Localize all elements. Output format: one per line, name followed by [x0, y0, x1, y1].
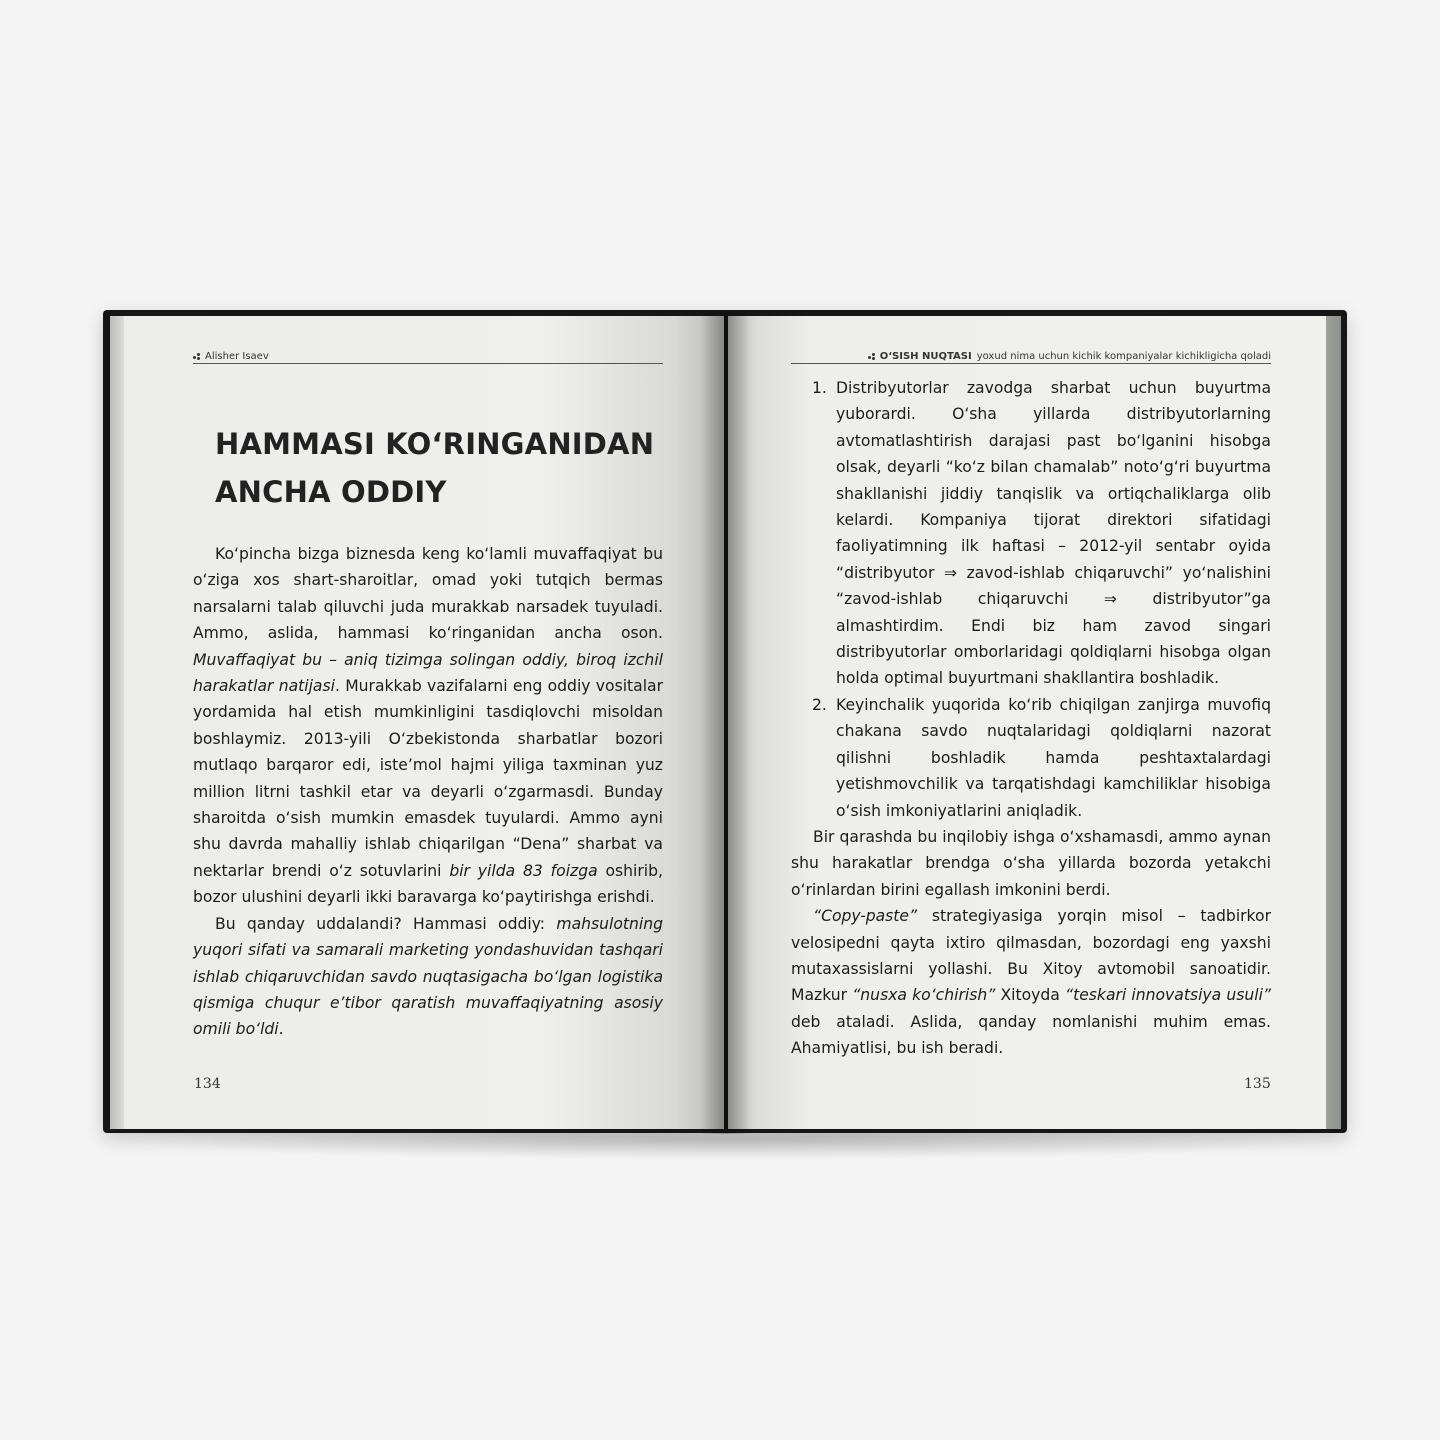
text-run: Xitoyda	[995, 986, 1065, 1005]
paragraph	[193, 541, 663, 911]
text-run: strategiyasiga yorqin misol – tadbirkor velosipedni qayta ixtiro qilmasdan, bozordagi eng yaxshi mutaxassislarni yollashi. Bu Xitoy avtomobil sanoatidir. Mazkur	[791, 907, 1271, 1005]
italic-run: mahsulotning yuqori sifati va samarali marketing yondashuvidan tashqari ishlab chiqaruvchidan savdo nuqtasigacha bo‘lgan logistika qismiga chuqur e’tibor qaratish muvaffaqiyatning asosiy omili bo‘ldi	[193, 914, 663, 1039]
logo-dots-icon	[193, 353, 201, 360]
list-item-text: Distribyutorlar zavodga sharbat uchun buyurtma yuborardi. O‘sha yillarda distribyutorlarning avtomatlashtirish darajasi past bo‘lganini hisobga olsak, deyarli “ko‘z bilan chamalab” noto‘g‘ri buyurtma shakllanishi jiddiy tanqislik va ortiqchaliklarga olib kelardi. Kompaniya tijorat direktori sifatidagi faoliyatimning ilk haftasi – 2012-yil sentabr oyida “distribyutor ⇒ zavod-ishlab chiqaruvchi” yo‘nalishini “zavod-ishlab chiqaruvchi ⇒ distribyutor”ga almashtirdim. Endi biz ham zavod singari distribyutorlar omborlaridagi qoldiqlarni hisobga olgan holda optimal buyurtmani shakllantira boshladik.	[836, 379, 1271, 688]
left-body-text	[193, 541, 663, 1043]
right-running-head	[791, 350, 1271, 364]
italic-run: “Copy-paste”	[813, 907, 918, 926]
paragraph	[791, 903, 1271, 1061]
text-run: oshirib, bozor ulushini deyarli ikki baravarga ko‘paytirishga erishdi.	[193, 861, 663, 907]
list-item	[791, 375, 1271, 692]
right-page-number: 135	[1244, 1076, 1271, 1092]
text-run: . Murakkab vazifalarni eng oddiy vositalar yordamida hal etish mumkinligini tasdiqlovchi misoldan boshlaymiz. 2013-yili O‘zbekistonda sharbatlar bozori mutlaqo barqaror edi, iste’mol hajmi yiliga taxminan yuz million litrni tashkil etar va deyarli o‘zgarmasdi. Bunday sharoitda o‘sish mumkin emasdek tuyulardi. Ammo ayni shu davrda mahalliy ishlab chiqarilgan “Dena” sharbat va nektarlar brendi o‘z sotuvlarini	[193, 677, 663, 880]
book-title: O‘SISH NUQTASI	[879, 351, 972, 362]
list-number: 2.	[812, 695, 827, 714]
right-body-text	[791, 375, 1271, 1062]
list-number: 1.	[812, 379, 827, 397]
book-subtitle: yoxud nima uchun kichik kompaniyalar kichikligicha qoladi	[976, 351, 1271, 362]
chapter-title-line1: HAMMASI KO‘RINGANIDAN	[215, 427, 655, 461]
author-name: Alisher Isaev	[205, 351, 269, 362]
chapter-title-line2: ANCHA ODDIY	[215, 475, 447, 509]
italic-run: “teskari innovatsiya usuli”	[1065, 986, 1271, 1005]
text-run: Ko‘pincha bizga biznesda keng ko‘lamli muvaffaqiyat bu o‘ziga xos shart-sharoitlar, omad yoki tutqich bermas narsalarni talab qiluvchi juda murakkab narsadek tuyuladi. Ammo, aslida, hammasi ko‘ringanidan ancha oson.	[193, 545, 663, 643]
text-run: deb ataladi. Aslida, qanday nomlanishi muhim emas. Ahamiyatlisi, bu ish beradi.	[791, 1012, 1271, 1058]
list-item	[791, 692, 1271, 824]
paragraph	[193, 911, 663, 1043]
left-page-number: 134	[194, 1076, 221, 1092]
italic-run: bir yilda 83 foizga	[449, 861, 598, 880]
paragraph: Bir qarashda bu inqilobiy ishga o‘xshamasdi, ammo aynan shu harakatlar brendga o‘sha yillarda bozorda yetakchi o‘rinlardan birini egallash imkonini berdi.	[791, 827, 1271, 899]
list-item-text: Keyinchalik yuqorida ko‘rib chiqilgan zanjirga muvofiq chakana savdo nuqtalaridagi qoldiqlarni nazorat qilishni boshladik hamda peshtaxtalardagi yetishmovchilik va tarqatishdagi kamchiliklar hisobiga o‘sish imkoniyatlarini aniqladik.	[836, 695, 1271, 820]
italic-run: Muvaffaqiyat bu – aniq tizimga solingan oddiy, biroq izchil harakatlar natijasi	[193, 650, 663, 696]
italic-run: “nusxa ko‘chirish”	[852, 986, 996, 1005]
left-page-edges	[110, 316, 124, 1129]
text-run: Bu qanday uddalandi? Hammasi oddiy:	[215, 914, 557, 933]
left-running-head	[193, 350, 663, 364]
text-run: .	[278, 1020, 284, 1039]
logo-dots-icon	[868, 353, 876, 360]
chapter-title	[215, 420, 665, 516]
right-page-edges	[1325, 316, 1341, 1129]
